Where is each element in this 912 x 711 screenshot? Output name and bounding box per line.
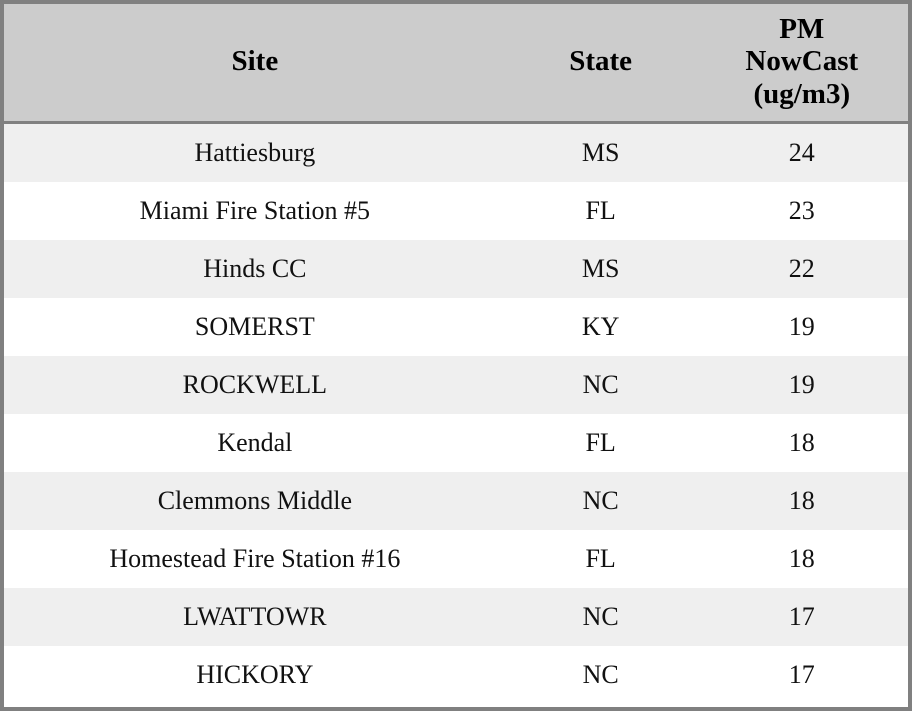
cell-value: 18 (696, 414, 908, 472)
cell-state: FL (506, 414, 696, 472)
cell-state: NC (506, 472, 696, 530)
cell-state: NC (506, 646, 696, 704)
cell-state: NC (506, 356, 696, 414)
cell-site: Homestead Fire Station #16 (4, 530, 506, 588)
table-row (4, 588, 908, 646)
cell-state: MS (506, 240, 696, 298)
cell-value: 18 (696, 530, 908, 588)
table-row (4, 414, 908, 472)
column-header-pm-nowcast (696, 4, 908, 123)
table-row (4, 472, 908, 530)
table-row (4, 240, 908, 298)
cell-value: 17 (696, 646, 908, 704)
column-header-state (506, 4, 696, 123)
table-row (4, 356, 908, 414)
column-header-state-line-1: State (569, 45, 633, 78)
cell-value: 17 (696, 588, 908, 646)
table-row (4, 182, 908, 240)
column-header-site (4, 4, 506, 123)
cell-state: FL (506, 530, 696, 588)
table-row (4, 298, 908, 356)
table-row (4, 530, 908, 588)
cell-site: Hinds CC (4, 240, 506, 298)
table-body (4, 123, 908, 705)
cell-site: Clemmons Middle (4, 472, 506, 530)
cell-state: MS (506, 123, 696, 183)
column-header-pm-nowcast-line-3: (ug/m3) (753, 77, 851, 110)
column-header-site-line-1: Site (231, 45, 279, 78)
cell-state: NC (506, 588, 696, 646)
cell-site: HICKORY (4, 646, 506, 704)
cell-site: ROCKWELL (4, 356, 506, 414)
cell-value: 23 (696, 182, 908, 240)
cell-site: Miami Fire Station #5 (4, 182, 506, 240)
table-header (4, 4, 908, 123)
cell-state: KY (506, 298, 696, 356)
cell-state: FL (506, 182, 696, 240)
column-header-pm-nowcast-line-2: NowCast (745, 45, 859, 78)
table-row (4, 123, 908, 183)
cell-site: LWATTOWR (4, 588, 506, 646)
cell-value: 22 (696, 240, 908, 298)
column-header-pm-nowcast-line-1: PM (779, 13, 825, 45)
cell-value: 18 (696, 472, 908, 530)
cell-value: 24 (696, 123, 908, 183)
air-quality-table (4, 4, 908, 704)
cell-site: SOMERST (4, 298, 506, 356)
cell-value: 19 (696, 298, 908, 356)
cell-site: Hattiesburg (4, 123, 506, 183)
cell-site: Kendal (4, 414, 506, 472)
cell-value: 19 (696, 356, 908, 414)
table-row (4, 646, 908, 704)
table-header-row (4, 4, 908, 123)
